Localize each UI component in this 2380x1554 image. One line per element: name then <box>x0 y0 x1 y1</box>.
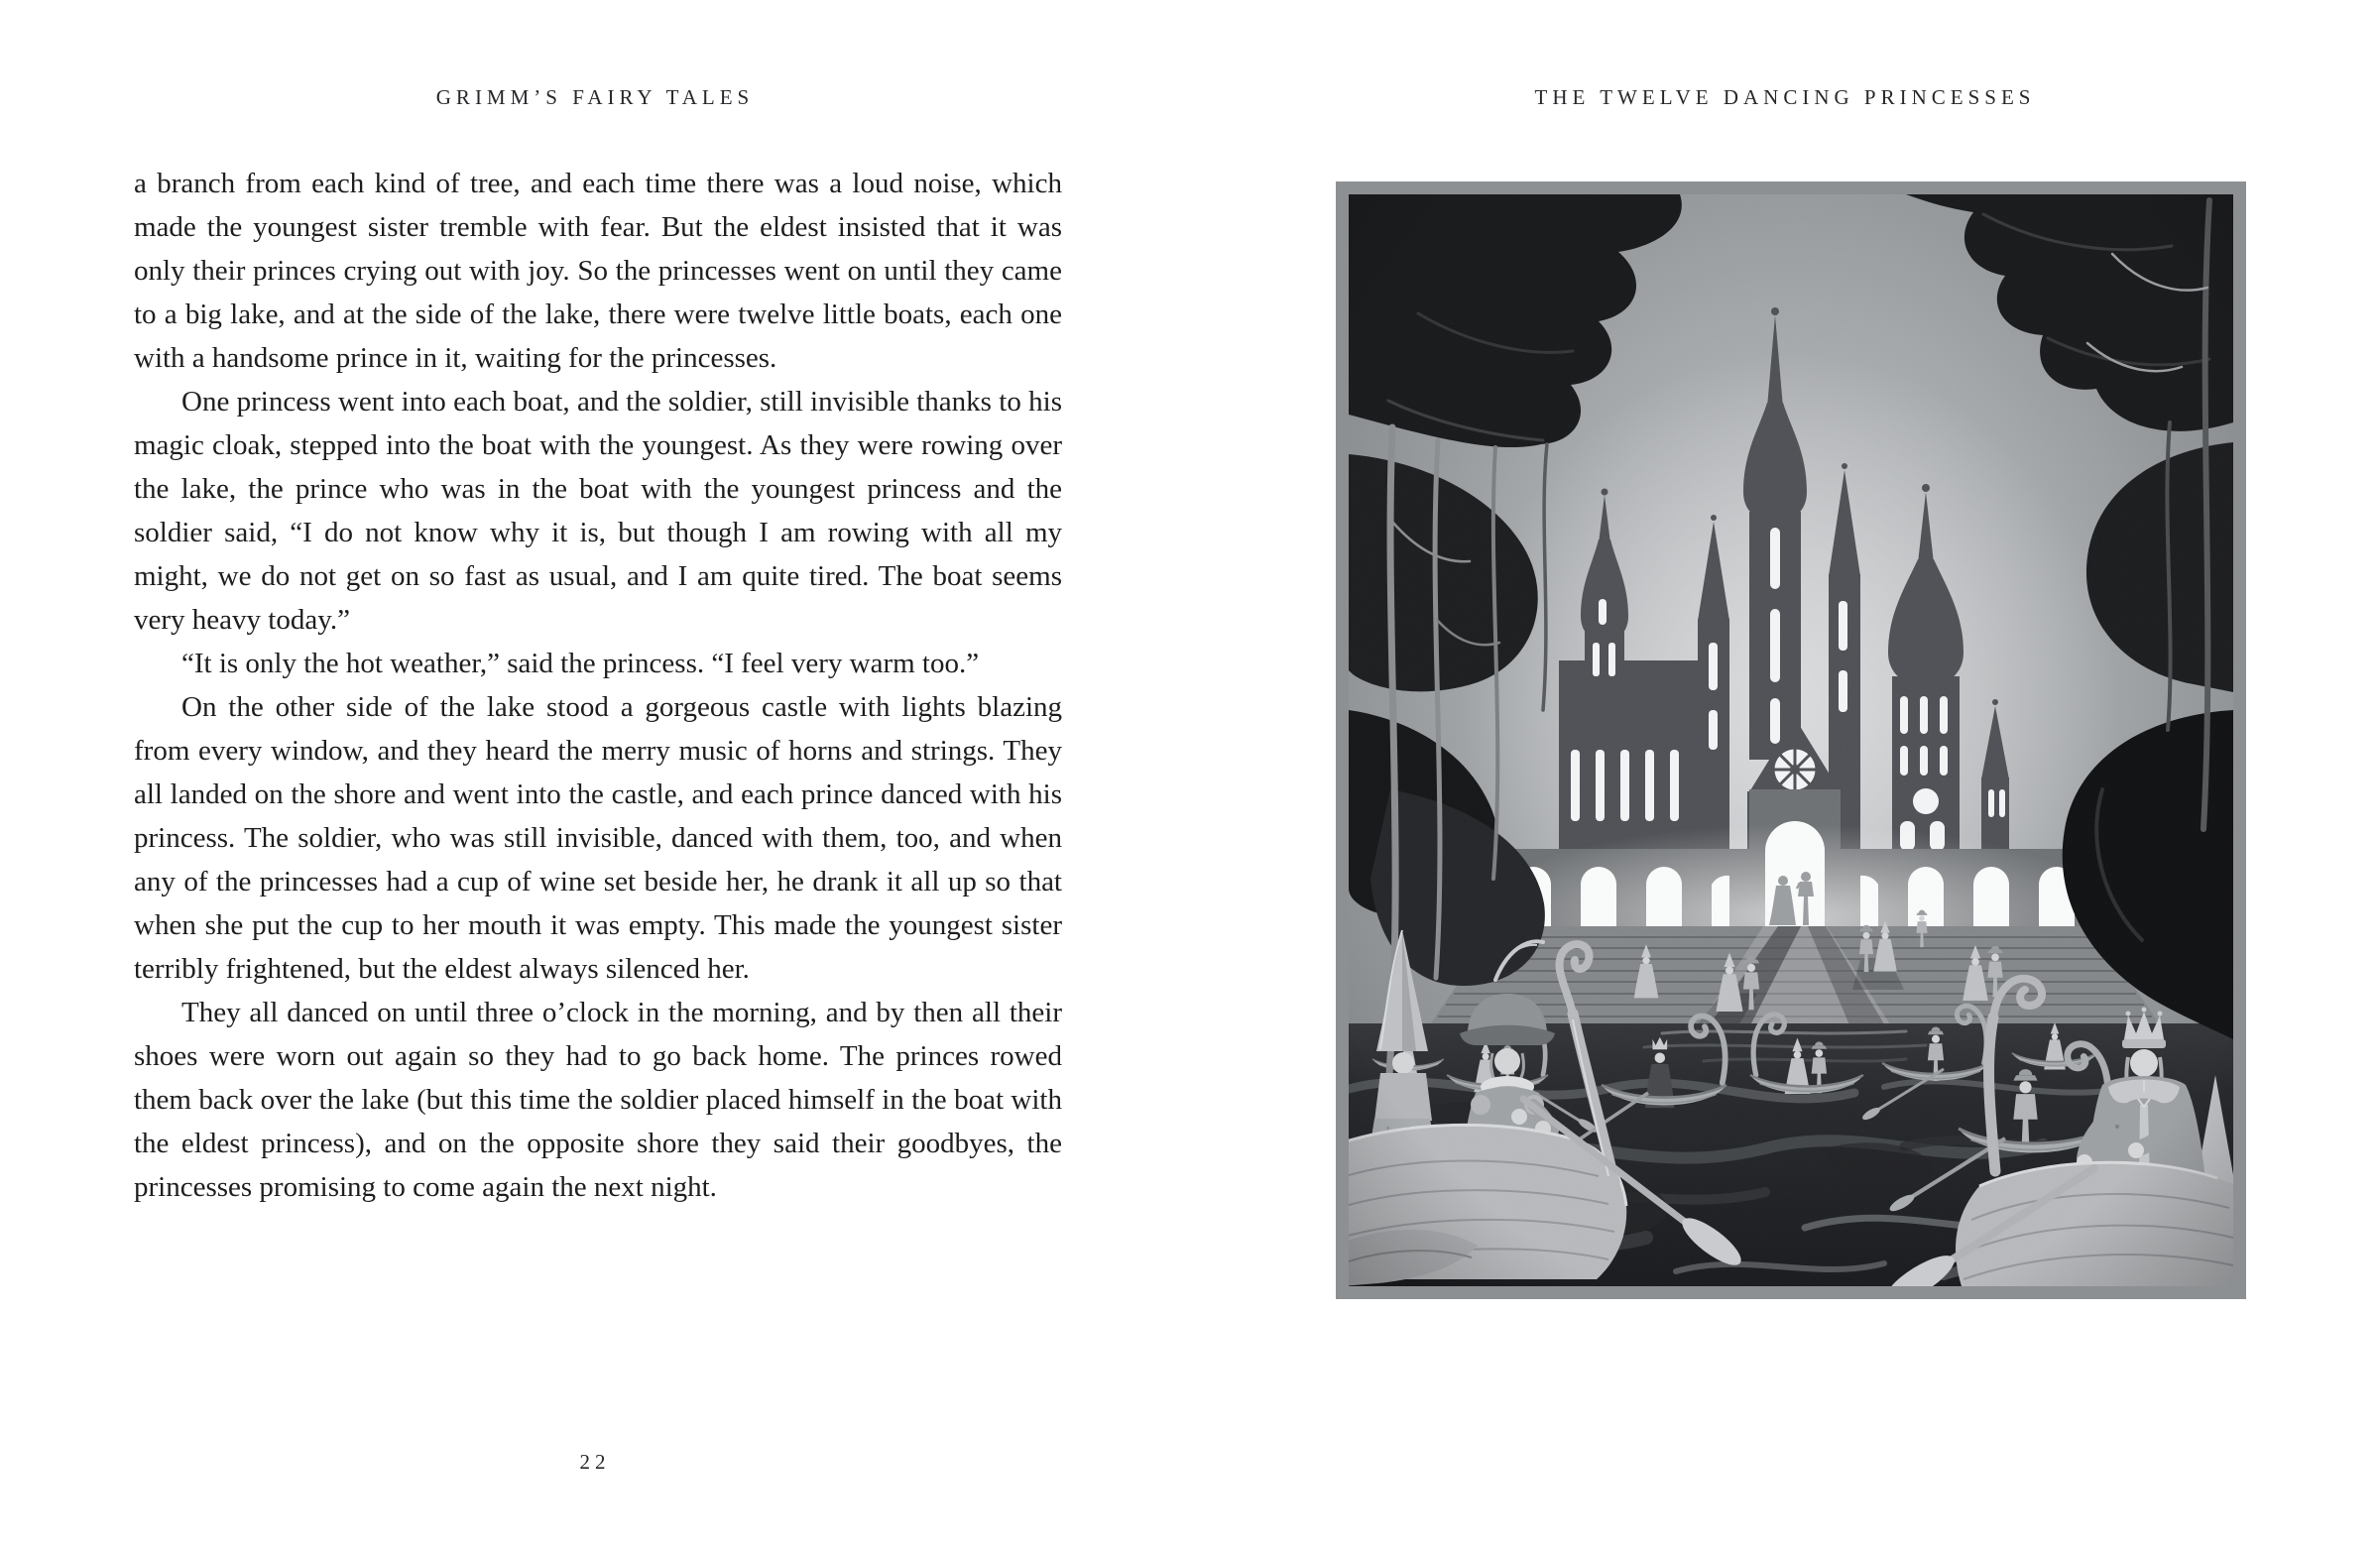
right-page <box>1190 0 2380 1554</box>
paragraph: On the other side of the lake stood a gorgeous castle with lights blazing from every window, and they heard the merry music of horns and strings. They all landed on the shore and went into the castle, and each prince danced with his princess. The soldier, who was still invisible, danced with them, too, and when any of the princesses had a cup of wine set beside her, he drank it all up so that when she put the cup to her mouth it was empty. This made the youngest sister terribly frightened, but the eldest always silenced her. <box>134 691 1062 985</box>
page-number: 22 <box>579 1450 611 1474</box>
illustration-frame <box>1336 181 2246 1299</box>
paragraph: They all danced on until three o’clock in the morning, and by then all their shoes were worn out again so they had to go back home. The princes rowed them back over the lake (but this time the soldier placed himself in the boat with the eldest princess), and on the opposite shore they said their goodbyes, the princesses promising to come again the next night. <box>134 997 1062 1203</box>
paragraph: “It is only the hot weather,” said the princess. “I feel very warm too.” <box>181 648 980 679</box>
paragraph: One princess went into each boat, and the soldier, still invisible thanks to his magic cloak, stepped into the boat with the youngest. As they were rowing over the lake, the prince who was in the boat with the youngest princess and the soldier said, “I do not know why it is, but though I am rowing with all my might, we do not get on so fast as usual, and I am quite tired. The boat seems very heavy today.” <box>134 386 1062 636</box>
running-head-right: THE TWELVE DANCING PRINCESSES <box>1534 85 2036 109</box>
vignette <box>1349 194 2233 1286</box>
running-head-left: GRIMM’S FAIRY TALES <box>435 85 755 109</box>
paragraph: a branch from each kind of tree, and each time there was a loud noise, which made the youngest sister tremble with fear. But the eldest insisted that it was only their princes crying out with joy. So the princesses went on until they came to a big lake, and at the side of the lake, there were twelve little boats, each one with a handsome prince in it, waiting for the princesses. <box>134 168 1062 374</box>
story-text <box>134 162 1062 1209</box>
castle-lake-illustration <box>1349 194 2233 1286</box>
